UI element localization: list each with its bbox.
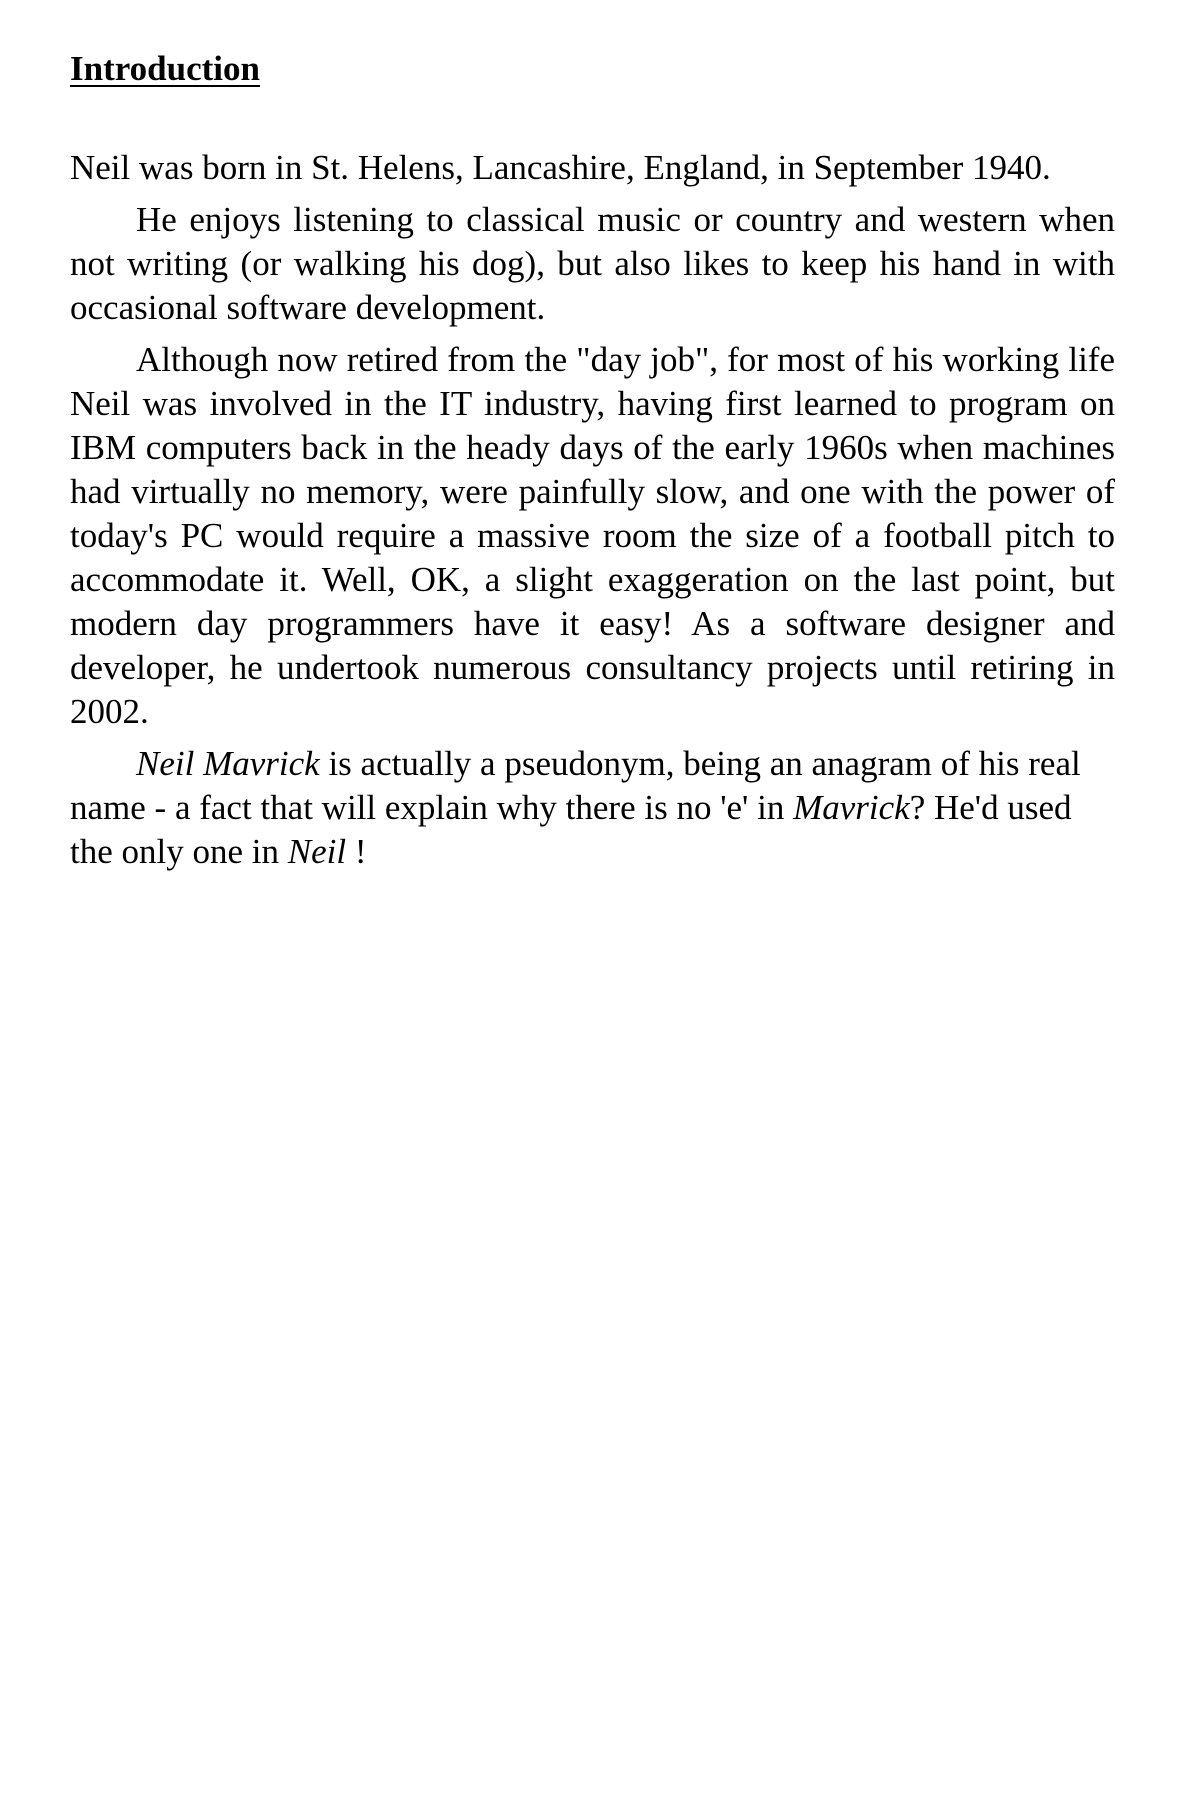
pseudonym-text-1: is actually a pseudonym, being an anagram of his real name - a fact that will explain why there is no 'e' in	[70, 744, 1081, 827]
pseudonym-text-2: ? He'd used the only one in	[70, 788, 1072, 871]
document-page	[70, 48, 1115, 882]
paragraph-pseudonym	[70, 742, 1115, 874]
italic-name-neil: Neil	[287, 832, 347, 871]
pseudonym-text-3: !	[346, 832, 367, 871]
paragraph-hobbies: He enjoys listening to classical music or country and western when not writing (or walking his dog), but also likes to keep his hand in with occasional software development.	[70, 200, 1115, 327]
italic-name-mavrick: Mavrick	[793, 788, 910, 827]
italic-name-neil-mavrick: Neil Mavrick	[136, 744, 320, 783]
paragraph-birth: Neil was born in St. Helens, Lancashire, England, in September 1940.	[70, 148, 1051, 187]
paragraph-career: Although now retired from the "day job", for most of his working life Neil was involved in the IT industry, having first learned to program on IBM computers back in the heady days of the early 1960s when machines had virtually no memory, were painfully slow, and one with the power of today's PC would require a massive room the size of a football pitch to accommodate it. Well, OK, a slight exaggeration on the last point, but modern day programmers have it easy! As a software designer and developer, he undertook numerous consultancy projects until retiring in 2002.	[70, 340, 1115, 731]
section-heading: Introduction	[70, 49, 260, 88]
